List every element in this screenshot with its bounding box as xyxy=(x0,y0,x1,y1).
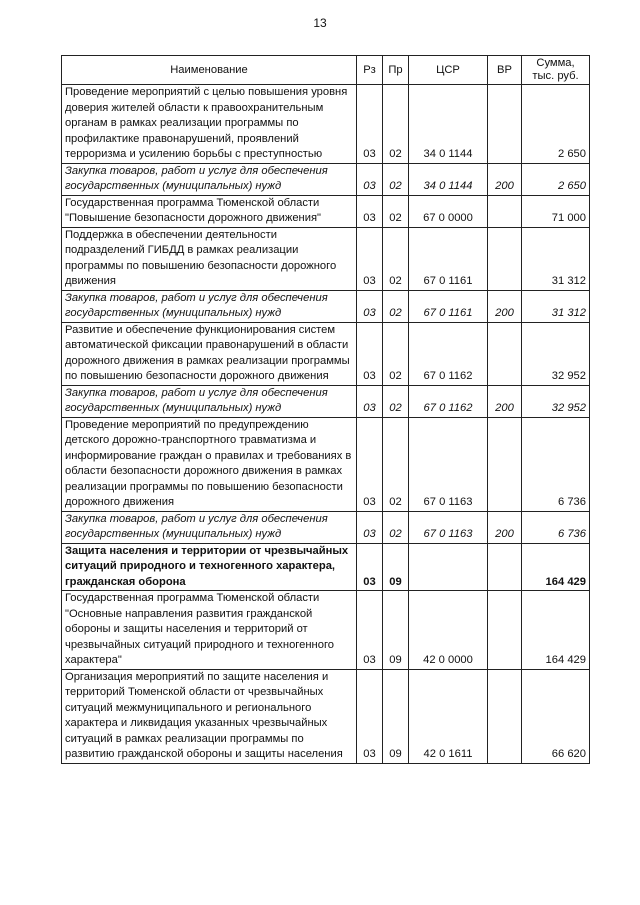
row-csr: 42 0 0000 xyxy=(409,591,488,670)
row-name: Поддержка в обеспечении деятельности подразделений ГИБДД в рамках реализации программы по повышению безопасности дорожного движения xyxy=(62,227,357,290)
row-vr xyxy=(488,85,522,164)
row-rz: 03 xyxy=(357,543,383,591)
row-rz: 03 xyxy=(357,290,383,322)
row-rz: 03 xyxy=(357,669,383,763)
page-number: 13 xyxy=(313,16,327,30)
row-csr: 67 0 1162 xyxy=(409,385,488,417)
row-pr: 02 xyxy=(383,417,409,511)
table-header-row xyxy=(62,56,590,85)
row-csr xyxy=(409,543,488,591)
row-pr: 02 xyxy=(383,227,409,290)
row-name: Закупка товаров, работ и услуг для обеспечения государственных (муниципальных) нужд xyxy=(62,163,357,195)
row-pr: 02 xyxy=(383,511,409,543)
row-csr: 67 0 1161 xyxy=(409,227,488,290)
table-row xyxy=(62,290,590,322)
row-rz: 03 xyxy=(357,385,383,417)
row-rz: 03 xyxy=(357,322,383,385)
row-name: Организация мероприятий по защите населения и территорий Тюменской области от чрезвычайных ситуаций межмуниципального и регионального характера и ликвидация указанных чрезвычайных ситуаций в рамках реализации программы по развитию гражданской обороны и защиты населения xyxy=(62,669,357,763)
row-sum: 6 736 xyxy=(522,511,590,543)
row-csr: 67 0 1163 xyxy=(409,511,488,543)
header-rz: Рз xyxy=(357,56,383,85)
table-row xyxy=(62,591,590,670)
budget-table xyxy=(61,55,590,764)
table-row xyxy=(62,227,590,290)
row-name: Защита населения и территории от чрезвычайных ситуаций природного и техногенного характера, гражданская оборона xyxy=(62,543,357,591)
table-row xyxy=(62,417,590,511)
table-row xyxy=(62,385,590,417)
row-csr: 34 0 1144 xyxy=(409,85,488,164)
row-pr: 02 xyxy=(383,290,409,322)
row-pr: 02 xyxy=(383,385,409,417)
row-vr xyxy=(488,669,522,763)
row-rz: 03 xyxy=(357,591,383,670)
row-pr: 09 xyxy=(383,669,409,763)
row-sum: 164 429 xyxy=(522,543,590,591)
table-row xyxy=(62,322,590,385)
row-csr: 67 0 1161 xyxy=(409,290,488,322)
row-csr: 34 0 1144 xyxy=(409,163,488,195)
row-sum: 6 736 xyxy=(522,417,590,511)
row-name: Государственная программа Тюменской области "Основные направления развития гражданской обороны и защиты населения и территорий от чрезвычайных ситуаций природного и техногенного характера" xyxy=(62,591,357,670)
row-sum: 32 952 xyxy=(522,322,590,385)
row-sum: 164 429 xyxy=(522,591,590,670)
row-rz: 03 xyxy=(357,227,383,290)
table-row xyxy=(62,195,590,227)
row-vr: 200 xyxy=(488,163,522,195)
row-pr: 09 xyxy=(383,543,409,591)
row-vr xyxy=(488,543,522,591)
row-name: Государственная программа Тюменской области "Повышение безопасности дорожного движения" xyxy=(62,195,357,227)
row-vr: 200 xyxy=(488,385,522,417)
row-sum: 31 312 xyxy=(522,227,590,290)
row-rz: 03 xyxy=(357,163,383,195)
row-rz: 03 xyxy=(357,85,383,164)
row-vr: 200 xyxy=(488,511,522,543)
row-csr: 67 0 1163 xyxy=(409,417,488,511)
header-name: Наименование xyxy=(62,56,357,85)
row-csr: 67 0 1162 xyxy=(409,322,488,385)
row-rz: 03 xyxy=(357,417,383,511)
table-row xyxy=(62,511,590,543)
table-row xyxy=(62,543,590,591)
table-row xyxy=(62,85,590,164)
row-pr: 02 xyxy=(383,322,409,385)
row-vr xyxy=(488,322,522,385)
row-sum: 31 312 xyxy=(522,290,590,322)
row-pr: 02 xyxy=(383,163,409,195)
row-name: Закупка товаров, работ и услуг для обеспечения государственных (муниципальных) нужд xyxy=(62,290,357,322)
row-csr: 67 0 0000 xyxy=(409,195,488,227)
row-sum: 2 650 xyxy=(522,85,590,164)
row-sum: 71 000 xyxy=(522,195,590,227)
table-row xyxy=(62,669,590,763)
row-pr: 09 xyxy=(383,591,409,670)
row-vr xyxy=(488,591,522,670)
header-sum: Сумма, тыс. руб. xyxy=(522,56,590,85)
row-vr xyxy=(488,195,522,227)
header-csr: ЦСР xyxy=(409,56,488,85)
row-vr xyxy=(488,227,522,290)
table-row xyxy=(62,163,590,195)
row-sum: 2 650 xyxy=(522,163,590,195)
header-pr: Пр xyxy=(383,56,409,85)
row-name: Развитие и обеспечение функционирования систем автоматической фиксации правонарушений в области дорожного движения в рамках реализации программы по повышению безопасности дорожного движения xyxy=(62,322,357,385)
row-csr: 42 0 1611 xyxy=(409,669,488,763)
row-rz: 03 xyxy=(357,511,383,543)
row-sum: 66 620 xyxy=(522,669,590,763)
row-vr: 200 xyxy=(488,290,522,322)
header-vr: ВР xyxy=(488,56,522,85)
row-name: Проведение мероприятий по предупреждению детского дорожно-транспортного травматизма и информирование граждан о правилах и требованиях в области безопасности дорожного движения в рамках реализации программы по повышению безопасности дорожного движения xyxy=(62,417,357,511)
row-rz: 03 xyxy=(357,195,383,227)
row-pr: 02 xyxy=(383,85,409,164)
row-name: Закупка товаров, работ и услуг для обеспечения государственных (муниципальных) нужд xyxy=(62,511,357,543)
row-vr xyxy=(488,417,522,511)
row-sum: 32 952 xyxy=(522,385,590,417)
row-name: Проведение мероприятий с целью повышения уровня доверия жителей области к правоохранительным органам в рамках реализации программы по профилактике правонарушений, проявлений терроризма и усилению борьбы с преступностью xyxy=(62,85,357,164)
row-name: Закупка товаров, работ и услуг для обеспечения государственных (муниципальных) нужд xyxy=(62,385,357,417)
row-pr: 02 xyxy=(383,195,409,227)
